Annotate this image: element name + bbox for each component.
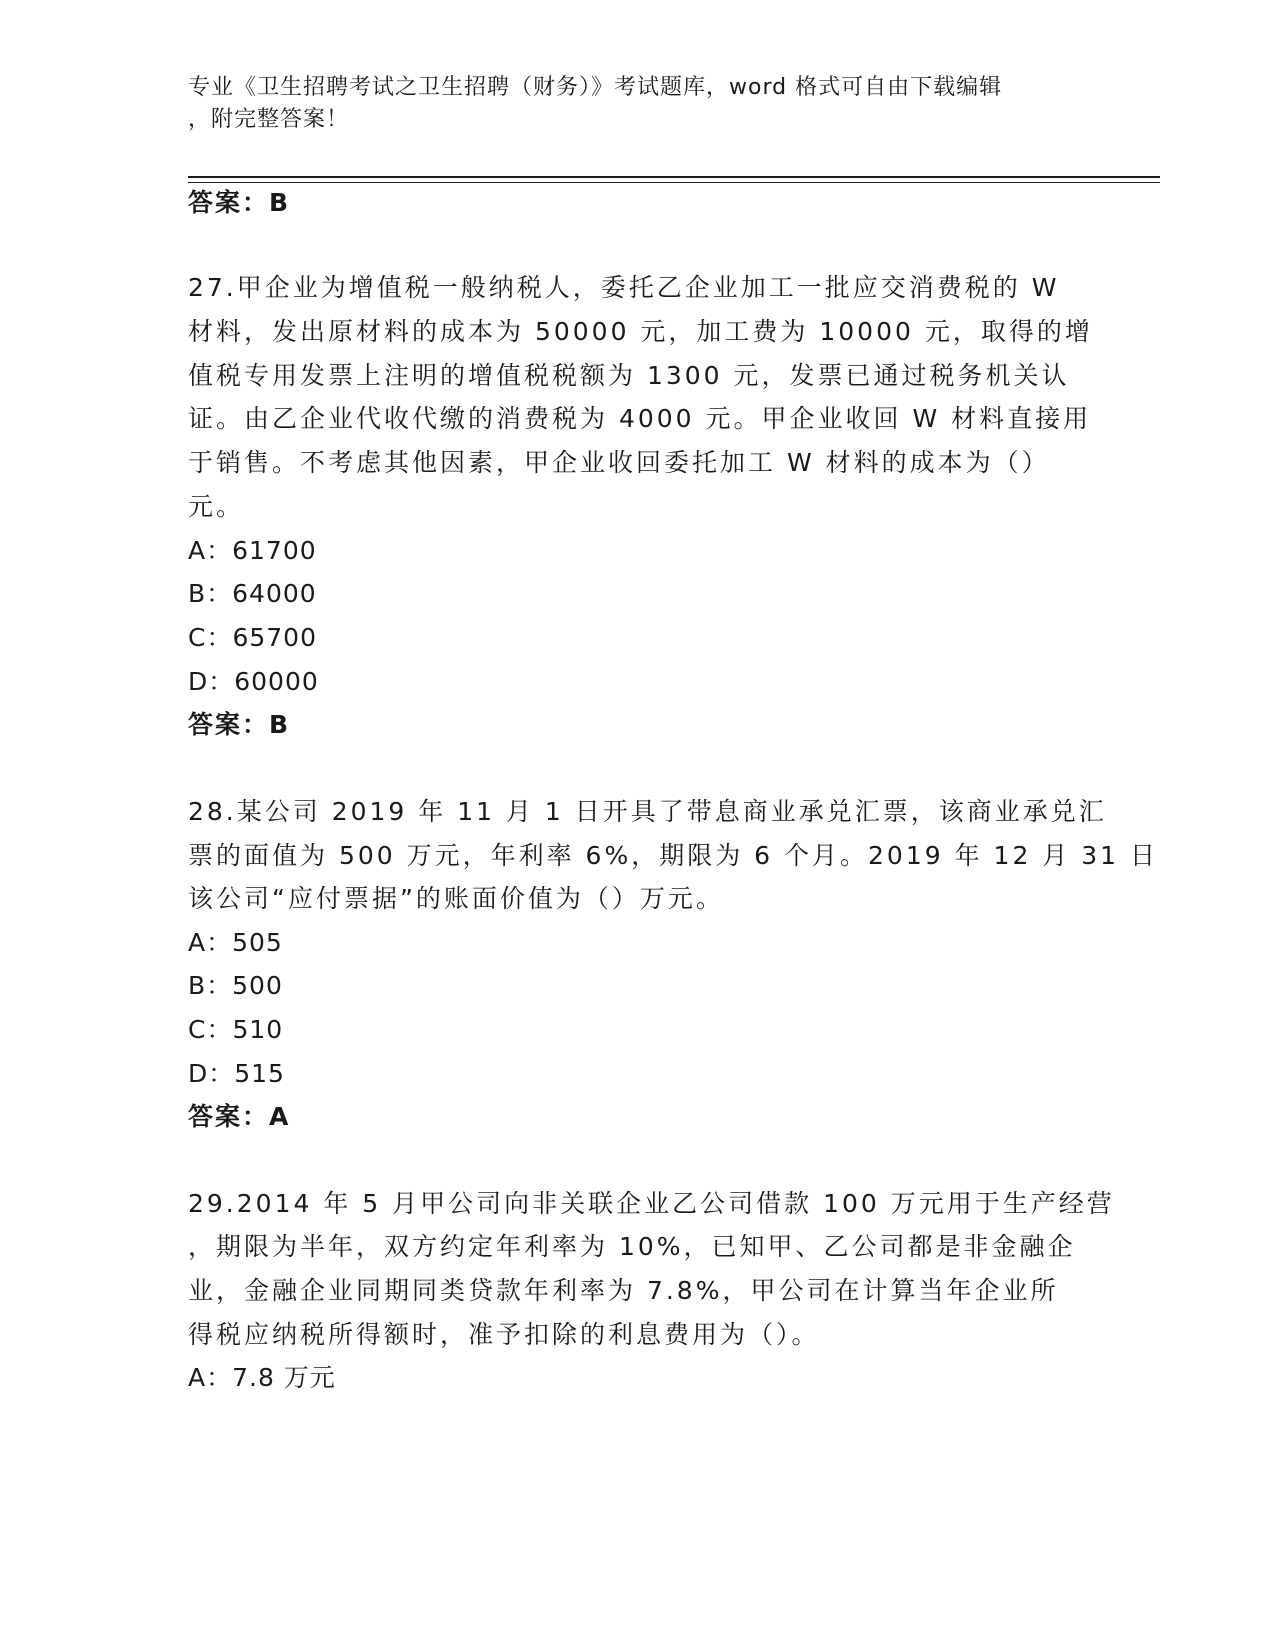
answer-previous: 答案：B [188,188,291,217]
question-line: 值税专用发票上注明的增值税税额为 1300 元，发票已通过税务机关认 [188,361,1070,390]
question-line: 得税应纳税所得额时，准予扣除的利息费用为（）。 [188,1320,820,1349]
option-a: A：7.8 万元 [188,1363,336,1392]
option-c: C：510 [188,1015,284,1044]
option-d: D：515 [188,1059,285,1088]
question-line: 材料，发出原材料的成本为 50000 元，加工费为 10000 元，取得的增 [188,317,1093,346]
document-header [188,72,1088,136]
header-divider-thin [188,182,1160,183]
header-line-2: ，附完整答案！ [188,107,350,132]
question-line: ，期限为半年，双方约定年利率为 10%，已知甲、乙公司都是非金融企 [188,1232,1076,1261]
answer: 答案：A [188,1102,291,1131]
question-line: 27.甲企业为增值税一般纳税人，委托乙企业加工一批应交消费税的 W [188,273,1060,302]
question-line: 28.某公司 2019 年 11 月 1 日开具了带息商业承兑汇票，该商业承兑汇 [188,797,1107,826]
option-a: A：61700 [188,536,317,565]
option-c: C：65700 [188,623,317,652]
question-line: 票的面值为 500 万元，年利率 6%，期限为 6 个月。2019 年 12 月 31 日 [188,841,1158,870]
question-line: 证。由乙企业代收代缴的消费税为 4000 元。甲企业收回 W 材料直接用 [188,404,1092,433]
question-line: 业，金融企业同期同类贷款年利率为 7.8%，甲公司在计算当年企业所 [188,1276,1059,1305]
question-line: 29.2014 年 5 月甲公司向非关联企业乙公司借款 100 万元用于生产经营 [188,1189,1115,1218]
option-b: B：500 [188,971,283,1000]
option-d: D：60000 [188,667,319,696]
option-a: A：505 [188,928,283,957]
question-line: 元。 [188,492,245,521]
header-line-1: 专业《卫生招聘考试之卫生招聘（财务）》考试题库，word 格式可自由下载编辑 [188,75,1003,100]
header-divider-thick [188,176,1160,178]
answer: 答案：B [188,710,291,739]
question-line: 该公司“应付票据”的账面价值为（）万元。 [188,884,724,913]
question-line: 于销售。不考虑其他因素，甲企业收回委托加工 W 材料的成本为（） [188,448,1050,477]
option-b: B：64000 [188,579,317,608]
